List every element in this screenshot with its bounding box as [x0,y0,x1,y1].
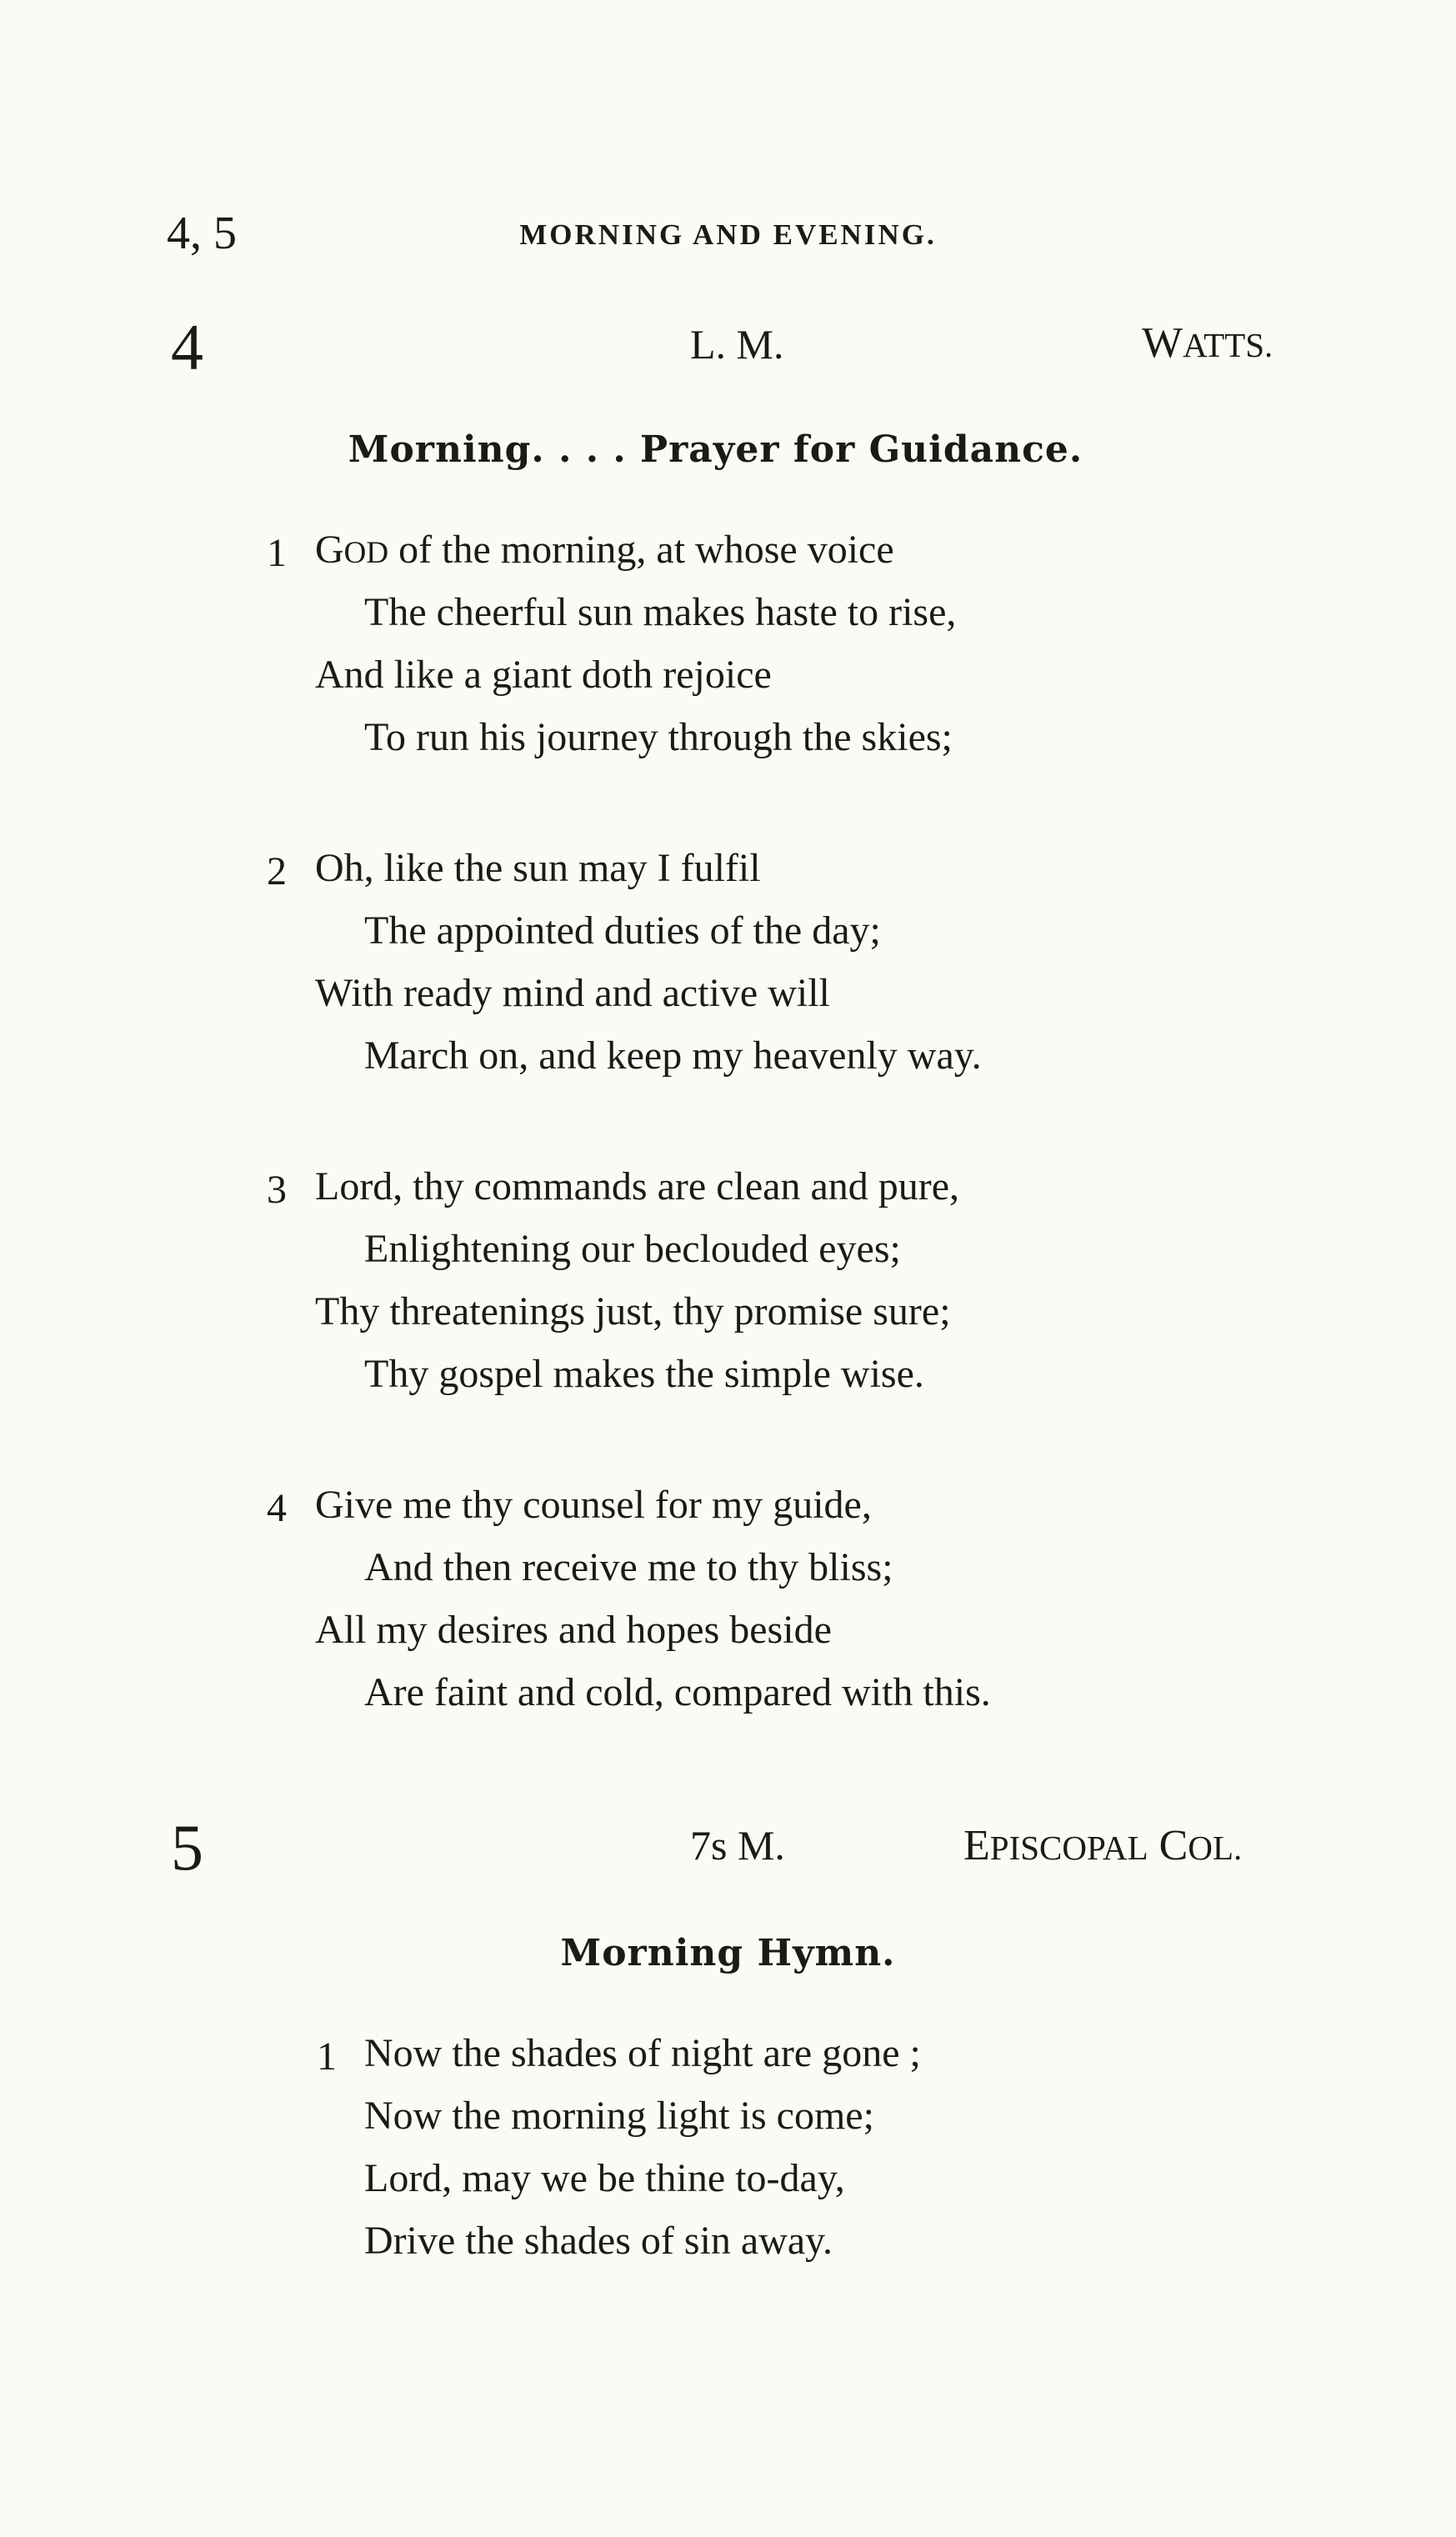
stanza-number: 1 [267,531,287,575]
hymn-subtitle: Morning. . . . Prayer for Guidance. [348,428,1083,471]
hymn-author [1142,318,1273,368]
hymn-meter: L. M. [690,321,784,368]
verse-line: To run his journey through the skies; [364,715,953,759]
verse-line: Drive the shades of sin away. [364,2219,833,2263]
author-initial: W [1142,319,1183,367]
author-rest: ATTS. [1183,326,1273,364]
first-word: GOD [315,528,389,572]
verse-line: Give me thy counsel for my guide, [315,1483,872,1527]
verse-line: The appointed duties of the day; [364,908,881,953]
verse-line: With ready mind and active will [315,971,830,1015]
hymn-number: 4 [171,311,203,383]
verse-line: Now the shades of night are gone ; [364,2031,921,2075]
verse-line: And then receive me to thy bliss; [364,1545,893,1589]
hymn-meter: 7s M. [690,1822,785,1869]
verse-line: Lord, thy commands are clean and pure, [315,1164,960,1208]
verse-line: Are faint and cold, compared with this. [364,1670,991,1714]
page-numbers: 4, 5 [167,208,237,259]
verse-line: Enlightening our beclouded eyes; [364,1227,901,1271]
stanza-number: 1 [317,2034,337,2079]
stanza-number: 4 [267,1486,287,1530]
hymn-subtitle: Morning Hymn. [560,1932,896,1974]
verse-line: Oh, like the sun may I fulfil [315,846,761,890]
verse-line: Lord, may we be thine to-day, [364,2156,845,2200]
hymn-author: EPISCOPAL COL. [963,1822,1243,1869]
verse-line: March on, and keep my heavenly way. [364,1033,982,1078]
running-title: MORNING AND EVENING. [519,218,937,251]
verse-line: Thy threatenings just, thy promise sure; [315,1289,951,1334]
hymn-number: 5 [171,1811,203,1884]
verse-line: And like a giant doth rejoice [315,653,772,697]
stanza-number: 3 [267,1168,287,1212]
verse-line: Now the morning light is come; [364,2094,874,2138]
stanza-number: 2 [267,849,287,893]
verse-line: All my desires and hopes beside [315,1608,832,1652]
verse-line: The cheerful sun makes haste to rise, [364,590,957,634]
verse-line: GOD of the morning, at whose voice [315,528,894,572]
verse-line: Thy gospel makes the simple wise. [364,1352,924,1396]
